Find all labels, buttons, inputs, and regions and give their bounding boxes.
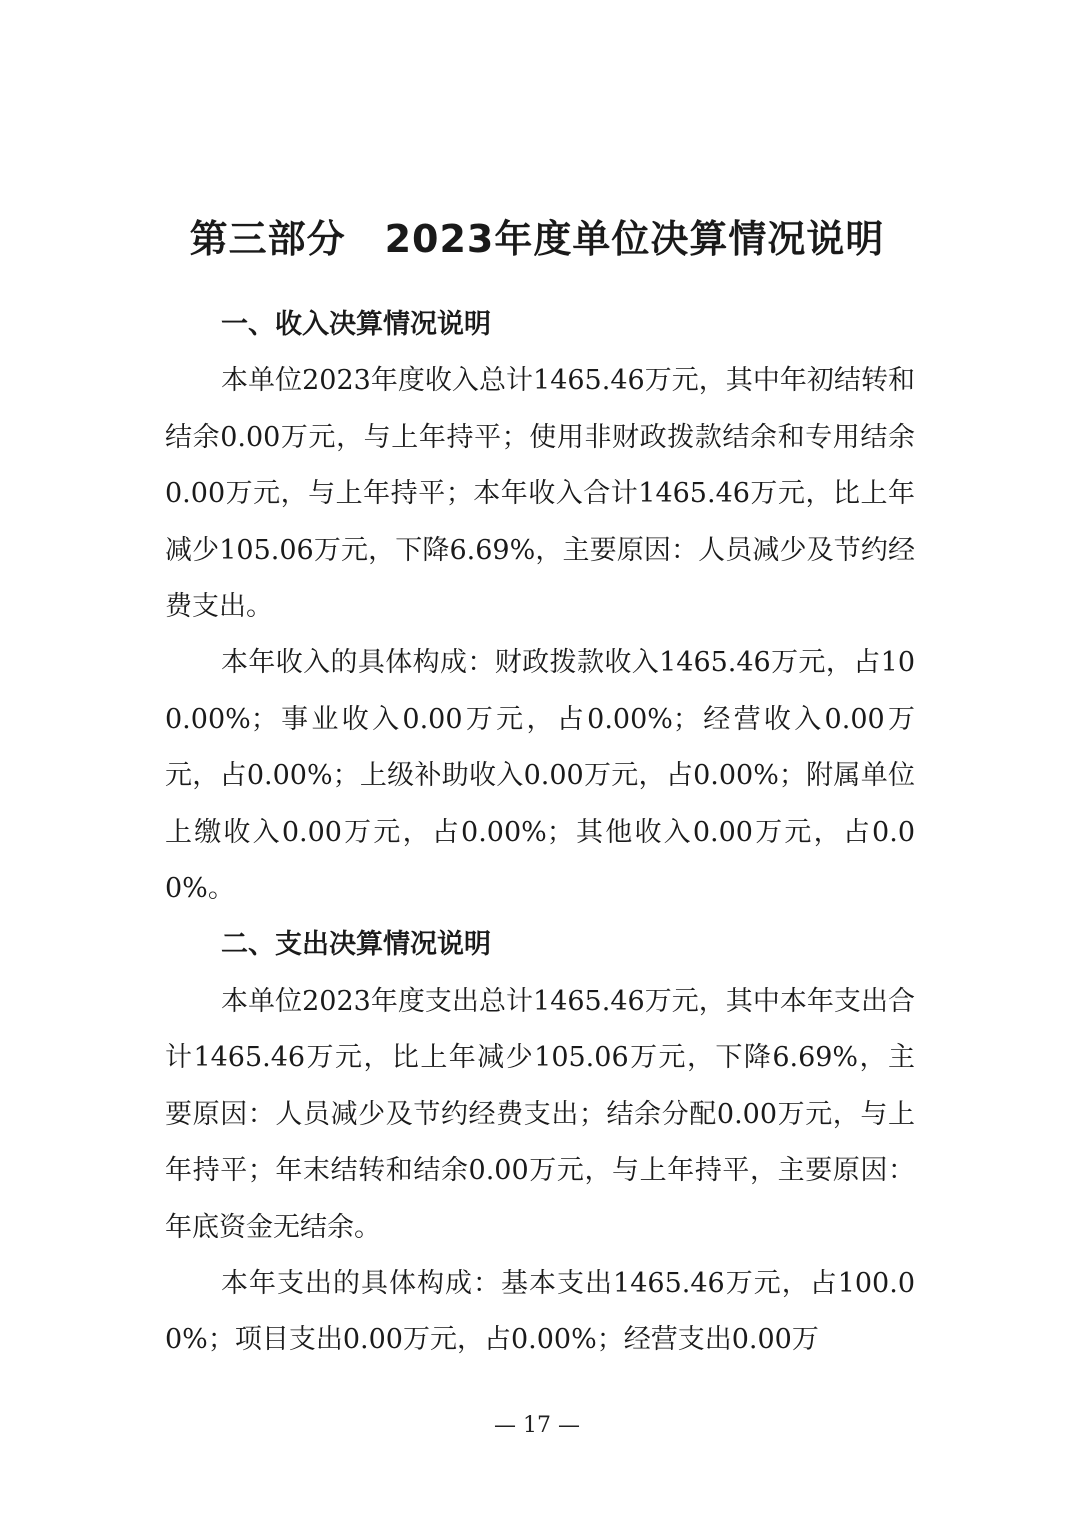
page-number: — 17 — [494, 1413, 580, 1438]
paragraph-expenditure-summary: 本单位2023年度支出总计1465.46万元，其中本年支出合计1465.46万元，比上年减少105.06万元，下降6.69%，主要原因：人员减少及节约经费支出；结余分配0.00万元，与上年持平；年末结转和结余0.00万元，与上年持平，主要原因：年底资金无结余。 [165, 985, 915, 1243]
document-body [165, 297, 915, 1369]
paragraph-income-summary: 本单位2023年度收入总计1465.46万元，其中年初结转和结余0.00万元，与上年持平；使用非财政拨款结余和专用结余0.00万元，与上年持平；本年收入合计1465.46万元，比上年减少105.06万元，下降6.69%，主要原因：人员减少及节约经费支出。 [165, 365, 915, 623]
section-expenditure [165, 917, 915, 1368]
paragraph-income-composition: 本年收入的具体构成：财政拨款收入1465.46万元，占100.00%；事业收入0.00万元，占0.00%；经营收入0.00万元，占0.00%；上级补助收入0.00万元，占0.00%；附属单位上缴收入0.00万元，占0.00%；其他收入0.00万元，占0.00%。 [165, 647, 915, 905]
section-income [165, 297, 915, 917]
section-heading-income: 一、收入决算情况说明 [221, 309, 491, 340]
section-heading-expenditure: 二、支出决算情况说明 [221, 929, 491, 961]
paragraph-expenditure-composition: 本年支出的具体构成：基本支出1465.46万元，占100.00%；项目支出0.00万元，占0.00%；经营支出0.00万 [165, 1267, 915, 1356]
page-title: 第三部分 2023年度单位决算情况说明 [189, 217, 885, 262]
